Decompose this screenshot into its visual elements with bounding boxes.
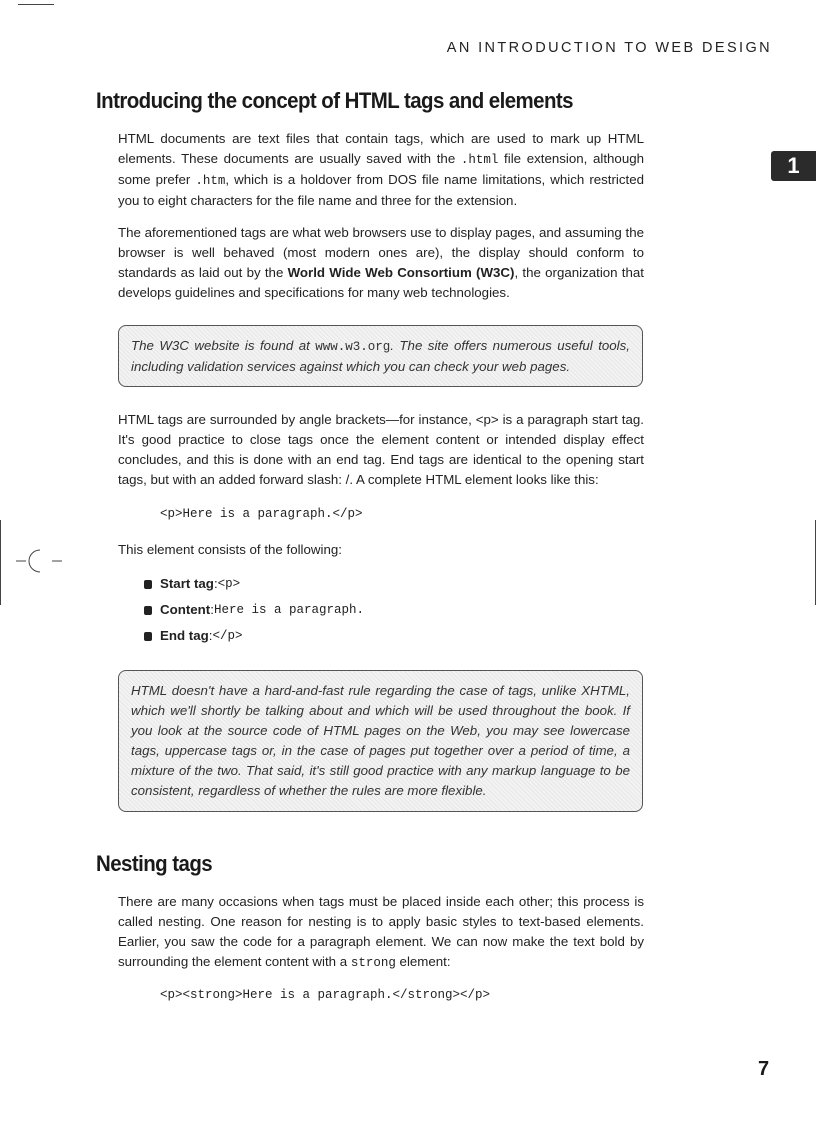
crop-mark-icon bbox=[16, 548, 62, 574]
side-rule-left bbox=[0, 520, 1, 605]
running-header: AN INTRODUCTION TO WEB DESIGN bbox=[446, 40, 772, 56]
note-box-case bbox=[118, 670, 643, 812]
inline-code: .html bbox=[460, 153, 499, 167]
page-number: 7 bbox=[758, 1058, 770, 1080]
section-heading: Nesting tags bbox=[96, 851, 213, 876]
w3c-term: World Wide Web Consortium (W3C) bbox=[287, 265, 515, 280]
browser-paragraph: The aforementioned tags are what web browsers use to display pages, and assuming the browser is well behaved (most modern ones are), the display should conform to standards as laid out by the World Wide Web Consortium (W3C), the organization that develops guidelines and specifications for many web technologies. bbox=[118, 225, 644, 300]
top-rule bbox=[18, 4, 54, 5]
inline-code: www.w3.org bbox=[315, 340, 391, 354]
note-text: HTML doesn't have a hard-and-fast rule regarding the case of tags, unlike XHTML, which we'll shortly be talking about and which will be used throughout the book. If you look at the source code of HTML pages on the Web, you may see lowercase tags, uppercase tags or, in the case of pages put together over a period of time, a mixture of the two. That said, it's still good practice with any markup language to be consistent, regardless of whether the rules are more flexible. bbox=[131, 683, 630, 798]
intro-paragraph: HTML documents are text files that contain tags, which are used to mark up HTML elements. These documents are usually saved with the .html file extension, although some prefer .htm, which is a holdover from DOS file name limitations, which restricted you to eight characters for the file name and three for the extension. bbox=[118, 131, 645, 208]
bullet-icon bbox=[144, 606, 152, 615]
list-item: End tag : </p> bbox=[144, 623, 364, 649]
inline-code: strong bbox=[350, 956, 396, 970]
nesting-paragraph: There are many occasions when tags must be placed inside each other; this process is called nesting. One reason for nesting is to apply basic styles to text-based elements. Earlier, you saw the code for a paragraph element. We can now make the text bold by surrounding the element content with a strong element: bbox=[118, 894, 644, 970]
section-heading: Introducing the concept of HTML tags and elements bbox=[96, 88, 574, 113]
element-parts-list bbox=[144, 571, 364, 649]
tags-paragraph: HTML tags are surrounded by angle brackets—for instance, <p> is a paragraph start tag. It's good practice to close tags once the element content or intended display effect concludes, and this is done with an end tag. End tags are identical to the opening start tags, but with an added forward slash: /. A complete HTML element looks like this: bbox=[118, 412, 644, 487]
element-parts-intro: This element consists of the following: bbox=[118, 542, 342, 557]
chapter-tab: 1 bbox=[771, 151, 816, 181]
list-item: Start tag : <p> bbox=[144, 571, 364, 597]
note-text: The W3C website is found at www.w3.org. The site offers numerous useful tools, including validation services against which you can check your web pages. bbox=[131, 338, 630, 374]
inline-code: .htm bbox=[195, 174, 226, 188]
note-box-w3c bbox=[118, 325, 643, 387]
code-sample: <p>Here is a paragraph.</p> bbox=[160, 507, 363, 521]
bullet-icon bbox=[144, 580, 152, 589]
bullet-icon bbox=[144, 632, 152, 641]
code-sample: <p><strong>Here is a paragraph.</strong></p> bbox=[160, 988, 491, 1002]
list-item: Content : Here is a paragraph. bbox=[144, 597, 364, 623]
